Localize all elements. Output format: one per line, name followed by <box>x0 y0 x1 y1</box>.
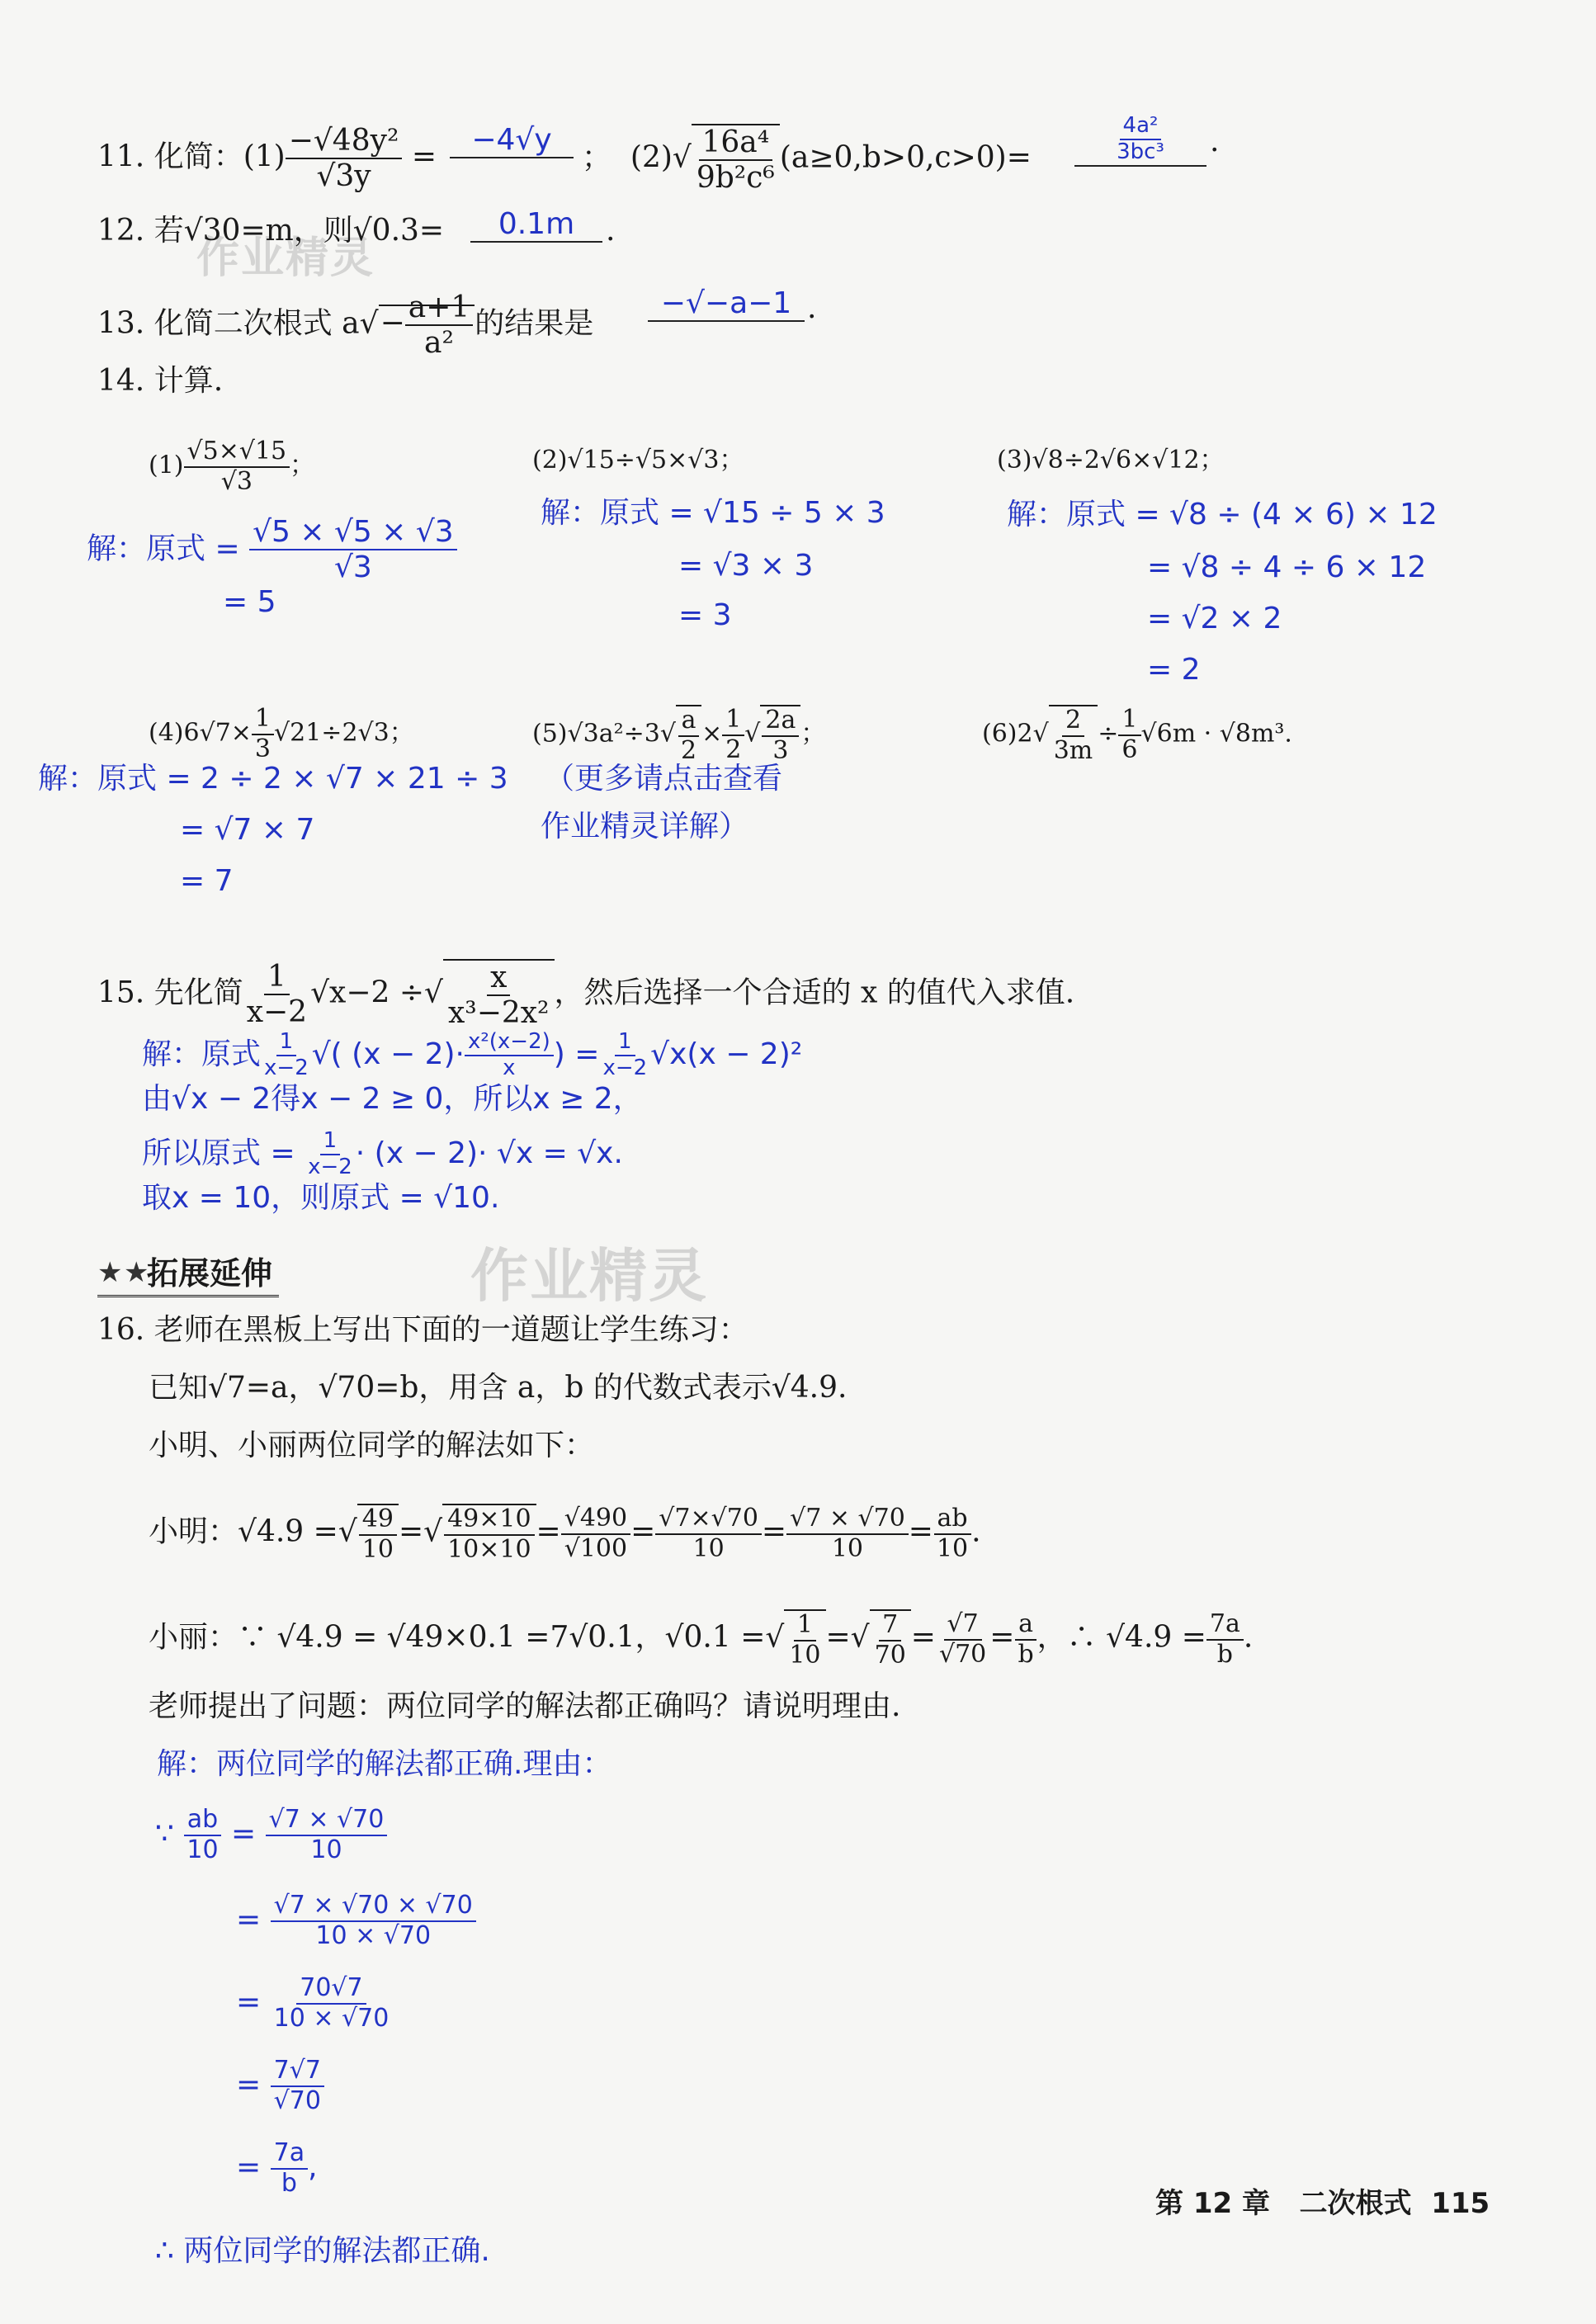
answer-11-2: $\frac{\text{4a²}}{\text{3bc³}}$ <box>1074 114 1206 167</box>
solution-16-step1: ∵ $\frac{ab}{10}$ = $\frac{√7 \times √70}{10}$ <box>155 1806 387 1864</box>
solution-14-4: 解：原式 = 2 ÷ 2 × √7 × 21 ÷ 3 <box>38 762 508 796</box>
question-13: 13. 化简二次根式 a√− $\frac{a+1}{\text{a²}}$ 的结果是 <box>97 290 594 361</box>
more-note[interactable]: 作业精灵详解） <box>541 810 749 843</box>
question-15: 15. 先化简 $\frac{1}{x-2}$ √x−2 ÷√ $\frac{x}{\text{x³−2x²}}$ ，然后选择一个合适的 x 的值代入求值. <box>97 960 1075 1031</box>
solution-16-step5: = $\frac{7a}{b}$ , <box>236 2138 318 2198</box>
question-11: 11. 化简：(1) $\frac{\text{−√48y²}}{√3y}$ = <box>97 124 437 194</box>
xiaoli-solution: 小丽：∵ √4.9 = √49×0.1 =7√0.1，√0.1 =√ $\frac{1}{10}$ =√ $\frac{7}{70}$ = $\frac{√7}{√70}$ = $\frac{a}{b}$ ，∴ √4.9 = $\frac{7a}{b}$ . <box>149 1609 1254 1670</box>
page-footer <box>1155 2180 1490 2221</box>
solution-15-line1: 解：原式 $\frac{1}{x-2}$ √( (x − 2)· $\frac{\text{x²(x−2)}}{x}$ ) = $\frac{1}{x-2}$ √x(x − 2)² <box>142 1029 803 1080</box>
star-icon: ★ <box>124 1256 149 1289</box>
solution-14-2: 解：原式 = √15 ÷ 5 × 3 <box>541 496 885 530</box>
more-note[interactable]: （更多请点击查看 <box>545 762 783 796</box>
problem-14-3: (3)√8÷2√6×√12； <box>997 446 1225 475</box>
problem-14-6: (6)2√ $\frac{2}{3m}$ ÷ $\frac{1}{6}$ √6m · √8m³. <box>982 705 1292 765</box>
star-icon: ★ <box>97 1256 123 1289</box>
question-14-title: 14. 计算. <box>97 364 224 398</box>
teacher-question: 老师提出了问题：两位同学的解法都正确吗？请说明理由. <box>149 1689 901 1723</box>
workbook-page: 作业精灵 作业精灵 11. 化简：(1) $\frac{\text{−√48y²}}{√3y}$ = −4√y ； (2)√ $\frac{\text{16a⁴}}{\text{9b²c⁶}}$ (a≥0,b>0,c>0)= $\frac{\text{4a²}}{\text{3bc³}}$ . 12. 若√30=m，则√0.3= 0.1m . 13. 化简二次根式 a√− $\frac{a+1}{\text{a²}}$ 的结果是 −√−a−1 . 14. 计算. (1) $\frac{√5\times√15}{√3}$ ； 解：原式 = $\frac{√5 \times √5 \times √3}{√3}$ = 5 (2)√15÷√5×√3； 解：原式 = √15 ÷ 5 × 3 = √3 × 3 = 3 (3)√8÷2√6×√12； 解：原式 = √8 ÷ (4 × 6) × 12 = √8 ÷ 4 ÷ 6 × 12 = √2 × 2 = 2 (4)6√7× $\frac{1}{3}$ √21÷2√3； 解：原式 = 2 ÷ 2 × √7 × 21 ÷ 3 = √7 × 7 = 7 (5)√3a²÷3√ $\frac{a}{2}$ × $\frac{1}{2}$ √ $\frac{2a}{3}$ ； （更多请点击查看 作业精灵详解） (6)2√ $\frac{2}{3m}$ ÷ $\frac{1}{6}$ √6m · √8m³. 15. 先化简 $\frac{1}{x-2}$ √x−2 ÷√ $\frac{x}{\text{x³−2x²}}$ ，然后选择一个合适的 x 的值代入求值. 解：原式 $\frac{1}{x-2}$ √( (x − 2)· $\frac{\text{x²(x−2)}}{x}$ ) = $\frac{1}{x-2}$ √x(x − 2)² 由√x − 2得x − 2 ≥ 0，所以x ≥ 2， 所以原式 = $\frac{1}{x-2}$ · (x − 2)· √x = √x. 取x = 10，则原式 = √10. ★ ★ 拓展延伸 16. 老师在黑板上写出下面的一道题让学生练习： 已知√7=a，√70=b，用含 a，b 的代数式表示√4.9. 小明、小丽两位同学的解法如下： 小明：√4.9 =√ $\frac{49}{10}$ =√ $\frac{49\times 10}{10\times 10}$ = $\frac{√490}{√100}$ = $\frac{√7\times√70}{10}$ = $\frac{√7 \times √70}{10}$ = $\frac{ab}{10}$ . 小丽：∵ √4.9 = √49×0.1 =7√0.1，√0.1 =√ $\frac{1}{10}$ =√ $\frac{7}{70}$ = $\frac{√7}{√70}$ = $\frac{a}{b}$ ，∴ √4.9 = $\frac{7a}{b}$ . 老师提出了问题：两位同学的解法都正确吗？请说明理由. 解：两位同学的解法都正确.理由： ∵ $\frac{ab}{10}$ = $\frac{√7 \times √70}{10}$ = $\frac{√7 \times √70 \times √70}{10 \times √70}$ = $\frac{70√7}{10 \times √70}$ = $\frac{7√7}{√70}$ = $\frac{7a}{b}$ , ∴ 两位同学的解法都正确. 第 12 章 二次根式 115 <box>38 113 1490 2268</box>
problem-14-5: (5)√3a²÷3√ $\frac{a}{2}$ × $\frac{1}{2}$ √ $\frac{2a}{3}$ ； <box>532 705 826 765</box>
question-12: 12. 若√30=m，则√0.3= <box>97 214 445 248</box>
problem-14-1: (1) $\frac{√5\times√15}{√3}$ ； <box>149 437 315 496</box>
answer-11-1: −4√y <box>450 124 574 158</box>
question-11-part2: ； (2)√ $\frac{\text{16a⁴}}{\text{9b²c⁶}}$ (a≥0,b>0,c>0)= <box>582 125 1032 196</box>
fraction: $\frac{\text{−√48y²}}{√3y}$ <box>286 124 403 194</box>
solution-14-3: 解：原式 = √8 ÷ (4 × 6) × 12 <box>1007 498 1438 531</box>
solution-15-line4: 取x = 10，则原式 = √10. <box>142 1181 500 1215</box>
solution-16-intro: 解：两位同学的解法都正确.理由： <box>157 1747 612 1781</box>
solution-14-1: 解：原式 = $\frac{√5 \times √5 \times √3}{√3}$ <box>87 515 457 585</box>
problem-14-2: (2)√15÷√5×√3； <box>532 446 744 475</box>
question-16: 16. 老师在黑板上写出下面的一道题让学生练习： <box>97 1313 748 1347</box>
page-number: 115 <box>1431 2187 1490 2220</box>
solution-16-step4: = $\frac{7√7}{√70}$ <box>236 2057 324 2115</box>
watermark: 作业精灵 <box>196 234 375 283</box>
solution-16-conclusion: ∴ 两位同学的解法都正确. <box>155 2234 490 2268</box>
answer-13: −√−a−1 <box>648 287 805 322</box>
xiaoming-solution: 小明：√4.9 =√ $\frac{49}{10}$ =√ $\frac{49\times 10}{10\times 10}$ = $\frac{√490}{√100}$ = $\frac{√7\times√70}{10}$ = $\frac{√7 \times √70}{10}$ = $\frac{ab}{10}$ . <box>149 1504 981 1564</box>
chapter-title: 二次根式 <box>1299 2187 1412 2220</box>
section-title: 拓展延伸 <box>97 1248 279 1297</box>
solution-15-line3: 所以原式 = $\frac{1}{x-2}$ · (x − 2)· √x = √x. <box>142 1128 623 1179</box>
watermark: 作业精灵 <box>470 1242 708 1310</box>
answer-12: 0.1m <box>470 208 602 243</box>
solution-16-step2: = $\frac{√7 \times √70 \times √70}{10 \times √70}$ <box>236 1892 476 1950</box>
problem-14-4: (4)6√7× $\frac{1}{3}$ √21÷2√3； <box>149 704 414 763</box>
fraction: $\frac{\text{16a⁴}}{\text{9b²c⁶}}$ <box>692 124 780 196</box>
solution-16-step3: = $\frac{70√7}{10 \times √70}$ <box>236 1973 390 2033</box>
fraction: $\frac{a+1}{\text{a²}}$ <box>405 290 474 361</box>
solution-15-line2: 由√x − 2得x − 2 ≥ 0，所以x ≥ 2， <box>142 1082 643 1116</box>
chapter-label: 第 12 章 <box>1155 2187 1270 2220</box>
